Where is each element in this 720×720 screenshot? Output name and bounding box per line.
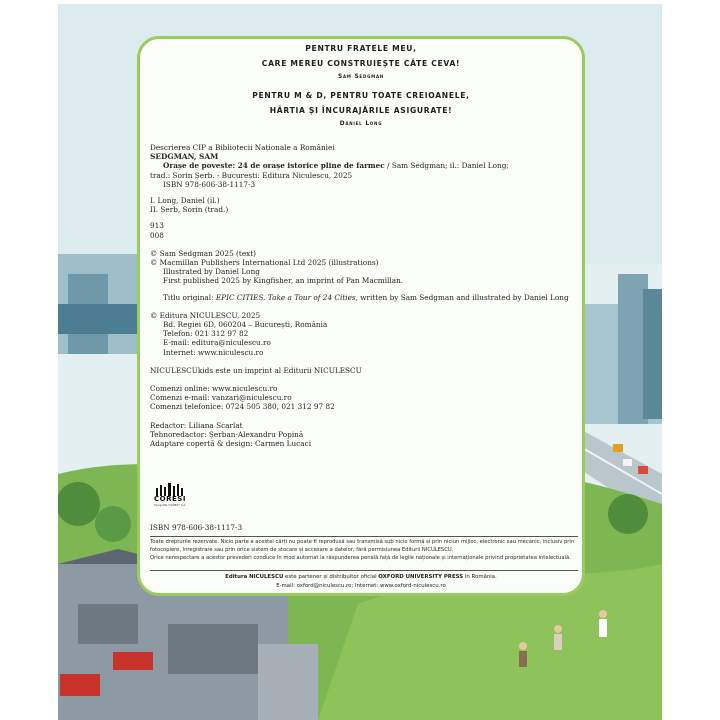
original-title-prefix: Titlu original: xyxy=(163,292,216,302)
original-title-line xyxy=(150,293,580,302)
cip-classification: 008 xyxy=(150,230,164,240)
copyright-text: © Sam Sedgman 2025 (text) xyxy=(150,248,257,258)
printer-logo-name: CORESI xyxy=(154,495,186,503)
cip-author: SEDGMAN, SAM xyxy=(150,152,219,162)
dedication-illustrator xyxy=(140,88,582,130)
cip-block xyxy=(150,143,580,448)
divider xyxy=(150,536,578,537)
dedication-line: PENTRU FRATELE MEU, xyxy=(305,44,417,53)
copyright-panel xyxy=(137,36,585,596)
rights-paragraph: Orice nerespectare a acestor prevederi conduce în mod automat la răspunderea penală față de legile naționale și internaționale privind proprietatea intelectuală. xyxy=(150,554,571,561)
cip-header: Descrierea CIP a Bibliotecii Naționale a României xyxy=(150,143,335,152)
printer-logo-sub: Tipografia "CORESI" S.A. xyxy=(154,504,186,507)
dedication-signature: Sam Sedgman xyxy=(337,74,384,80)
publisher-email: E-mail: editura@niculescu.ro xyxy=(163,338,271,348)
cip-classification: 913 xyxy=(150,221,164,231)
partner-end: în România. xyxy=(463,574,497,580)
partner-publisher: Editura NICULESCU xyxy=(225,574,284,580)
printer-logo xyxy=(150,481,190,511)
cip-translation: trad.: Sorin Șerb. - București: Editura Niculescu, 2025 xyxy=(150,170,353,180)
dedication-author xyxy=(140,41,582,83)
dedication-line: HÂRTIA ȘI ÎNCURAJĂRILE ASIGURATE! xyxy=(269,106,453,115)
dedication-signature: Daniel Long xyxy=(339,121,383,127)
partner-oup: OXFORD UNIVERSITY PRESS xyxy=(378,574,464,580)
isbn-repeat: ISBN 978-606-38-1117-3 xyxy=(150,523,243,532)
printer-logo-icon xyxy=(150,482,190,496)
credit-editor: Redactor: Liliana Scarlat xyxy=(150,420,243,430)
orders-phone: Comenzi telefonice: 0724 505 380, 021 312 97 82 xyxy=(150,402,335,412)
rights-notice xyxy=(150,539,580,562)
credit-tech-editor: Tehnoredactor: Șerban-Alexandru Popină xyxy=(150,429,304,439)
dedication-line: CARE MEREU CONSTRUIEȘTE CÂTE CEVA! xyxy=(261,59,461,68)
publisher-internet: Internet: www.niculescu.ro xyxy=(163,347,264,357)
copyright-illustrations: © Macmillan Publishers International Ltd 2025 (illustrations) xyxy=(150,258,379,268)
partner-middle: este partener și distribuitor oficial xyxy=(283,574,379,580)
imprint-note: NICULESCUkids este un imprint al Editurii NICULESCU xyxy=(150,365,362,375)
publisher-name: © Editura NICULESCU, 2025 xyxy=(150,310,261,320)
partner-notice xyxy=(140,573,582,590)
publisher-address: Bd. Regiei 6D, 060204 – București, România xyxy=(163,320,328,330)
rights-paragraph: Toate drepturile rezervate. Nicio parte a acestei cărți nu poate fi reprodusă sau transmisă sub nicio formă și prin niciun mijloc, electronic sau mecanic, inclusiv prin fotocopiere, înregistrare sau prin orice sistem de stocare și accesare a datelor, fără permisiunea Editurii NICULESCU. xyxy=(150,539,575,553)
cip-isbn: ISBN 978-606-38-1117-3 xyxy=(163,179,256,189)
publisher-phone: Telefon: 021 312 97 82 xyxy=(163,329,249,339)
cip-contributor: I. Long, Daniel (il.) xyxy=(150,196,220,206)
credit-cover: Adaptare copertă & design: Carmen Lucaci xyxy=(150,439,312,449)
cip-title xyxy=(150,161,580,170)
orders-online: Comenzi online: www.niculescu.ro xyxy=(150,384,278,394)
original-title: EPIC CITIES. Take a Tour of 24 Cities xyxy=(215,292,356,302)
partner-contact: E-mail: oxford@niculescu.ro; Internet: www.oxford-niculescu.ro xyxy=(276,582,446,589)
original-title-suffix: , written by Sam Sedgman and illustrated by Daniel Long xyxy=(355,292,569,302)
dedication-line: PENTRU M & D, PENTRU TOATE CREIOANELE, xyxy=(252,91,470,100)
cip-title-rest: / Sam Sedgman; il.: Daniel Long; xyxy=(384,161,509,171)
illustrated-by: Illustrated by Daniel Long xyxy=(163,267,260,277)
cip-contributor: II. Șerb, Sorin (trad.) xyxy=(150,205,229,215)
orders-email: Comenzi e-mail: vanzari@niculescu.ro xyxy=(150,393,292,403)
divider xyxy=(150,570,578,571)
cip-title-bold: Orașe de poveste: 24 de orașe istorice pline de farmec xyxy=(163,161,385,171)
first-published: First published 2025 by Kingfisher, an imprint of Pan Macmillan. xyxy=(163,276,404,286)
